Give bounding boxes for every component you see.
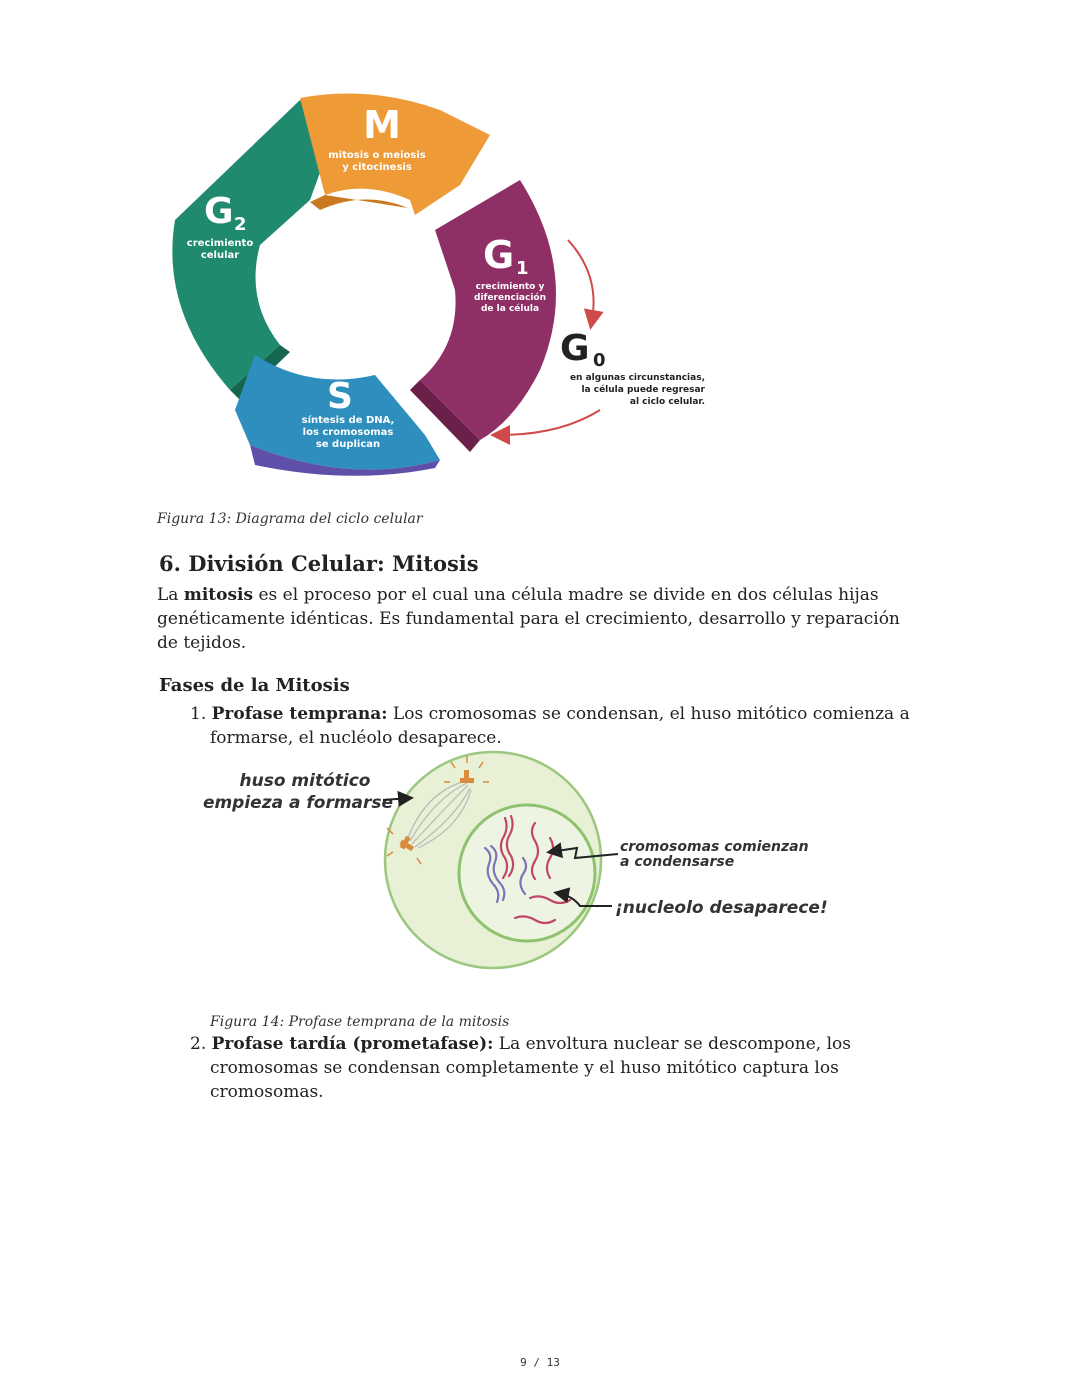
spindle-label-line1: huso mitótico: [239, 771, 371, 791]
g0-exit-arrow-icon: [568, 240, 594, 320]
s-label-line2: los cromosomas: [302, 427, 394, 438]
g1-letter: G: [483, 233, 515, 277]
phases-title: Fases de la Mitosis: [159, 675, 350, 696]
nucleolus-label: ¡nucleolo desaparece!: [615, 898, 828, 918]
g2-letter: G: [204, 191, 234, 232]
list-item-text: Los cromosomas se condensan, el huso mitótico comienza a formarse, el nucléolo desaparece.: [210, 704, 910, 748]
m-letter: M: [363, 103, 401, 147]
g0-letter: G: [560, 328, 590, 369]
m-label-line2: y citocinesis: [342, 162, 412, 173]
g0-label-line3: al ciclo celular.: [629, 397, 705, 407]
g1-label-line1: crecimiento y: [475, 282, 545, 292]
early-prophase-diagram: [202, 748, 828, 976]
section-title: 6. División Celular: Mitosis: [159, 551, 479, 576]
list-item-name: Profase temprana:: [211, 704, 388, 724]
g2-subscript: 2: [234, 214, 247, 235]
list-item-number: 1.: [190, 704, 207, 724]
g0-return-arrow-icon: [500, 410, 600, 435]
spindle-label-line2: empieza a formarse: [202, 793, 394, 813]
g2-label-line1: crecimiento: [186, 238, 254, 249]
s-letter: S: [327, 376, 353, 417]
s-label-line1: síntesis de DNA,: [301, 415, 395, 426]
list-item: [190, 702, 930, 750]
list-item-name: Profase tardía (prometafase):: [211, 1034, 494, 1054]
g2-label-line2: celular: [200, 250, 240, 261]
list-item-number: 2.: [190, 1034, 207, 1054]
list-item: [190, 1032, 930, 1104]
list-item-text: La envoltura nuclear se descompone, los cromosomas se condensan completamente y el huso mitótico captura los cromosomas.: [210, 1034, 851, 1102]
g0-label-line1: en algunas circunstancias,: [569, 373, 705, 383]
figure-13-caption: Figura 13: Diagrama del ciclo celular: [157, 511, 423, 527]
chromosome-label-line2: a condensarse: [620, 854, 735, 870]
nucleus: [459, 805, 595, 941]
g1-label-line3: de la célula: [480, 304, 540, 314]
intro-paragraph: [157, 583, 917, 655]
s-label-line3: se duplican: [315, 439, 381, 450]
g1-label-line2: diferenciación: [474, 293, 546, 303]
g1-subscript: 1: [516, 258, 529, 279]
figure-14-caption: Figura 14: Profase temprana de la mitosis: [210, 1014, 510, 1030]
page-number: 9 / 13: [520, 1356, 560, 1369]
cell-cycle-diagram: [160, 90, 720, 480]
g0-label-line2: la célula puede regresar: [581, 385, 705, 395]
intro-text-before: La: [157, 585, 184, 605]
g0-subscript: 0: [593, 350, 606, 371]
intro-text-after: es el proceso por el cual una célula madre se divide en dos células hijas genéticamente idénticas. Es fundamental para el crecimiento, desarrollo y reparación de tejidos.: [157, 585, 900, 653]
m-label-line1: mitosis o meiosis: [328, 150, 426, 161]
chromosome-label-line1: cromosomas comienzan: [620, 839, 809, 855]
intro-bold-term: mitosis: [183, 585, 254, 605]
